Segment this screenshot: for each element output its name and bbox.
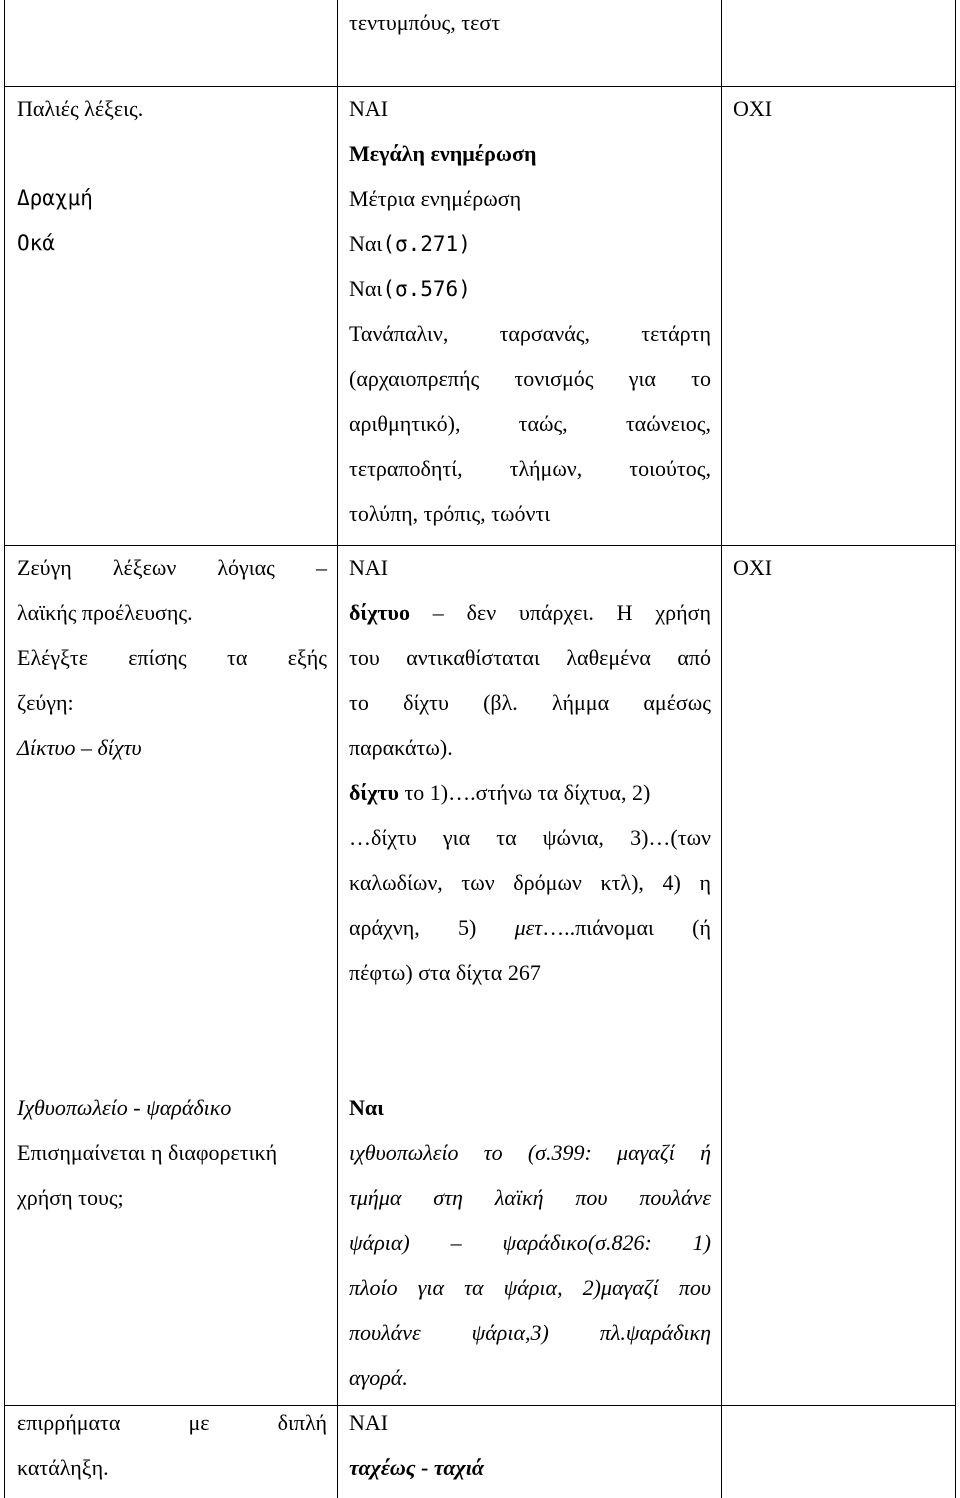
row2-line: καλωδίων, των δρόμων κτλ), 4) η [349,870,711,895]
row3-line: πλοίο για τα ψάρια, 2)μαγαζί που [349,1275,711,1300]
row1-line: Τανάπαλιν, ταρσανάς, τετάρτη [349,321,711,346]
row2-line: …δίχτυ για τα ψώνια, 3)…(των [349,825,711,850]
row1-col3 [733,86,943,131]
row2-answer: ΝΑΙ [349,555,389,580]
row2-line: λαϊκής προέλευσης. [17,600,193,625]
row3-line: Επισημαίνεται η διαφορετική [17,1140,278,1165]
row3-line: χρήση τους; [17,1185,124,1210]
header-cell [349,0,711,45]
row2-line: δίχτυ το 1)….στήνω τα δίχτυα, 2) [349,780,651,805]
row1-level-high: Μεγάλη ενημέρωση [349,141,537,166]
row3-line: τμήμα στη λαϊκή που πουλάνε [349,1185,711,1210]
row2-col1 [17,545,327,770]
row3-line: ιχθυοπωλείο το (σ.399: μαγαζί ή [349,1140,711,1165]
row2-line: αράχνη, 5) μετ…..πιάνομαι (ή [349,915,711,940]
row3-line: αγορά. [349,1365,408,1390]
row4-line: κατάληξη. [17,1455,109,1480]
row1-level-mid: Μέτρια ενημέρωση [349,186,522,211]
row1-line: τολύπη, τρόπις, τωόντι [349,501,551,526]
header-text: τεντυμπόυς, τεστ [349,10,501,35]
row2-pair: Δίκτυο – δίχτυ [17,735,142,760]
row1-ref-2: Ναι(σ.576) [349,276,471,301]
row1-line: τετραποδητί, τλήμων, τοιούτος, [349,456,711,481]
row2-line: του αντικαθίσταται λαθεμένα από [349,645,711,670]
row3-line: πουλάνε ψάρια,3) πλ.ψαράδικη [349,1320,711,1345]
row2-line: παρακάτω). [349,735,453,760]
row4-line: επιρρήματα με διπλή [17,1410,327,1435]
row1-word-oka: Οκά [17,231,55,255]
row4-col1 [17,1400,327,1490]
row2-line: ζεύγη: [17,690,74,715]
column-divider-1 [337,0,338,1498]
row4-line: ταχέως - ταχιά [349,1455,485,1480]
row1-title: Παλιές λέξεις. [17,96,144,121]
row1-line: (αρχαιοπρεπής τονισμός για το [349,366,711,391]
row1-word-drachmi: Δραχμή [17,186,93,210]
row2-line: Ζεύγη λέξεων λόγιας – [17,555,327,580]
row1-answer: ΝΑΙ [349,96,389,121]
column-divider-2 [721,0,722,1498]
row1-ref-1: Ναι(σ.271) [349,231,471,256]
row2-col2 [349,545,711,995]
row3-answer: Ναι [349,1095,384,1120]
row4-answer: ΝΑΙ [349,1410,389,1435]
row1-col2 [349,86,711,536]
row1-col1 [17,86,327,266]
row3-line: ψάρια) – ψαράδικο(σ.826: 1) [349,1230,711,1255]
row3-title: Ιχθυοπωλείο - ψαράδικο [17,1095,232,1120]
row2-no: ΟΧΙ [733,555,773,580]
row2-line: Ελέγξτε επίσης τα εξής [17,645,327,670]
row3-col2 [349,1085,711,1400]
row1-no: ΟΧΙ [733,96,773,121]
spacer [17,131,327,176]
row3-col1 [17,1085,327,1220]
row2-line: δίχτυο – δεν υπάρχει. Η χρήση [349,600,711,625]
row4-col2 [349,1400,711,1490]
row2-line: πέφτω) στα δίχτα 267 [349,960,541,985]
row2-col3 [733,545,943,590]
row1-line: αριθμητικό), ταώς, ταώνειος, [349,411,711,436]
row2-line: το δίχτυ (βλ. λήμμα αμέσως [349,690,711,715]
